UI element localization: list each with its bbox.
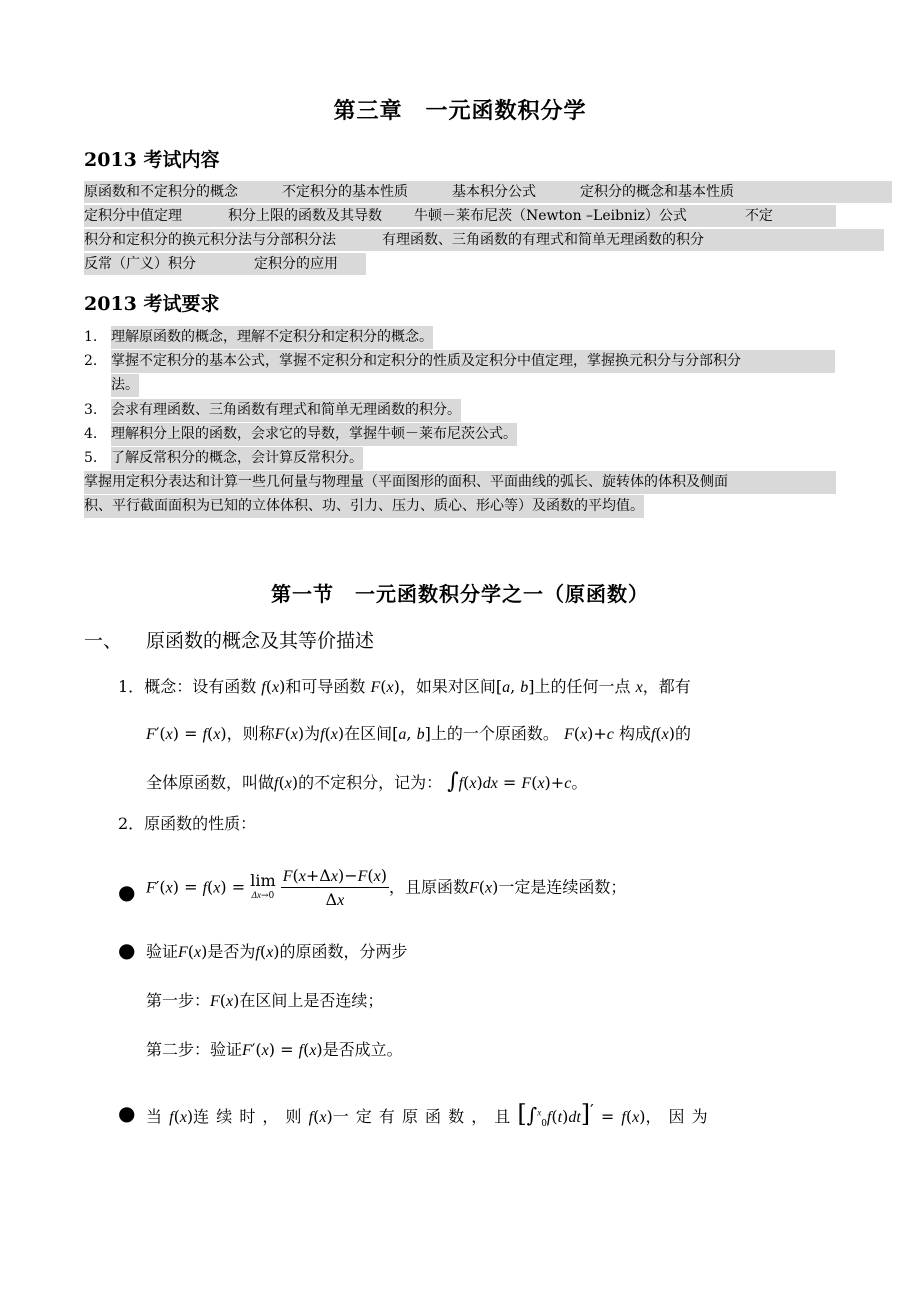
list-item: 1. 理解原函数的概念，理解不定积分和定积分的概念。 — [0, 326, 920, 350]
content-item: 不定 — [744, 208, 773, 224]
p2: 2．原函数的性质： — [118, 814, 257, 833]
requirements-extra-line: 积、平行截面面积为已知的立体体积、功、引力、压力、质心、形心等）及函数的平均值。 — [0, 495, 920, 519]
content-line-1 — [84, 181, 892, 203]
content-item: 定积分中值定理 — [84, 208, 182, 224]
step1: 第一步：F(x)在区间上是否连续； — [146, 991, 384, 1010]
subsection-number: 一、 — [84, 630, 123, 652]
list-item: 3. 会求有理函数、三角函数有理式和简单无理函数的积分。 — [0, 399, 920, 423]
step2: 第二步：验证F′(x) = f(x)是否成立。 — [146, 1040, 403, 1059]
content-line-2 — [84, 205, 836, 227]
p1-line-2: F′(x) = f(x)，则称F(x)为f(x)在区间[a, b]上的一个原函数。 F(x)+c 构成f(x)的 — [146, 724, 692, 743]
list-item: 2. 掌握不定积分的基本公式，掌握不定积分和定积分的性质及定积分中值定理，掌握换元积分与分部积分 — [0, 350, 920, 374]
list-item: 5. 了解反常积分的概念，会计算反常积分。 — [0, 447, 920, 471]
requirements-list — [0, 326, 920, 519]
content-item: 基本积分公式 — [452, 184, 536, 200]
requirements-heading: 2013 考试要求 — [84, 293, 220, 315]
content-line-4 — [84, 253, 366, 275]
list-item-continued: 法。 — [0, 374, 920, 399]
list-item: 4. 理解积分上限的函数，会求它的导数，掌握牛顿－莱布尼茨公式。 — [0, 423, 920, 447]
bullet3: 当 f(x)连 续 时 ， 则 f(x)一 定 有 原 函 数 ， 且 [∫$^x_0$f(t)dt]′ = f(x)， 因 为 — [146, 1100, 708, 1130]
content-line-3 — [84, 229, 884, 251]
chapter-title: 第三章 一元函数积分学 — [333, 98, 587, 124]
p1-line-1: 1．概念：设有函数 f(x)和可导函数 F(x)，如果对区间[a, b]上的任何一点 x，都有 — [118, 677, 691, 696]
content-item: 反常（广义）积分 — [84, 256, 196, 272]
content-heading: 2013 考试内容 — [84, 149, 220, 171]
p1-line-3: 全体原函数，叫做f(x)的不定积分，记为： ∫f(x)dx = F(x)+c。 — [146, 769, 588, 794]
subsection-title: 原函数的概念及其等价描述 — [146, 630, 375, 652]
content-item: 原函数和不定积分的概念 — [84, 184, 238, 200]
content-item: 有理函数、三角函数的有理式和简单无理函数的积分 — [382, 232, 704, 248]
section-title: 第一节 一元函数积分学之一（原函数） — [271, 582, 649, 606]
content-item: 积分上限的函数及其导数 — [228, 208, 382, 224]
bullet2: 验证F(x)是否为f(x)的原函数，分两步 — [146, 942, 408, 961]
bullet-icon: ● — [118, 938, 136, 962]
bullet-icon: ● — [118, 880, 136, 904]
content-item: 定积分的概念和基本性质 — [580, 184, 734, 200]
content-item: 定积分的应用 — [254, 256, 338, 272]
content-item: 不定积分的基本性质 — [282, 184, 408, 200]
content-item: 积分和定积分的换元积分法与分部积分法 — [84, 232, 336, 248]
requirements-extra-line: 掌握用定积分表达和计算一些几何量与物理量（平面图形的面积、平面曲线的弧长、旋转体的体积及侧面 — [0, 471, 920, 495]
bullet1-formula: F′(x) = f(x) = lim Δx→0 $\frac{F(x+\Delta x)-F(x)}{\Delta x}$ ，且原函数F(x)一定是连续函数； — [146, 866, 627, 909]
content-item: 牛顿－莱布尼茨（Newton –Leibniz）公式 — [414, 208, 687, 224]
subsection-heading — [84, 626, 374, 653]
bullet-icon: ● — [118, 1101, 136, 1125]
